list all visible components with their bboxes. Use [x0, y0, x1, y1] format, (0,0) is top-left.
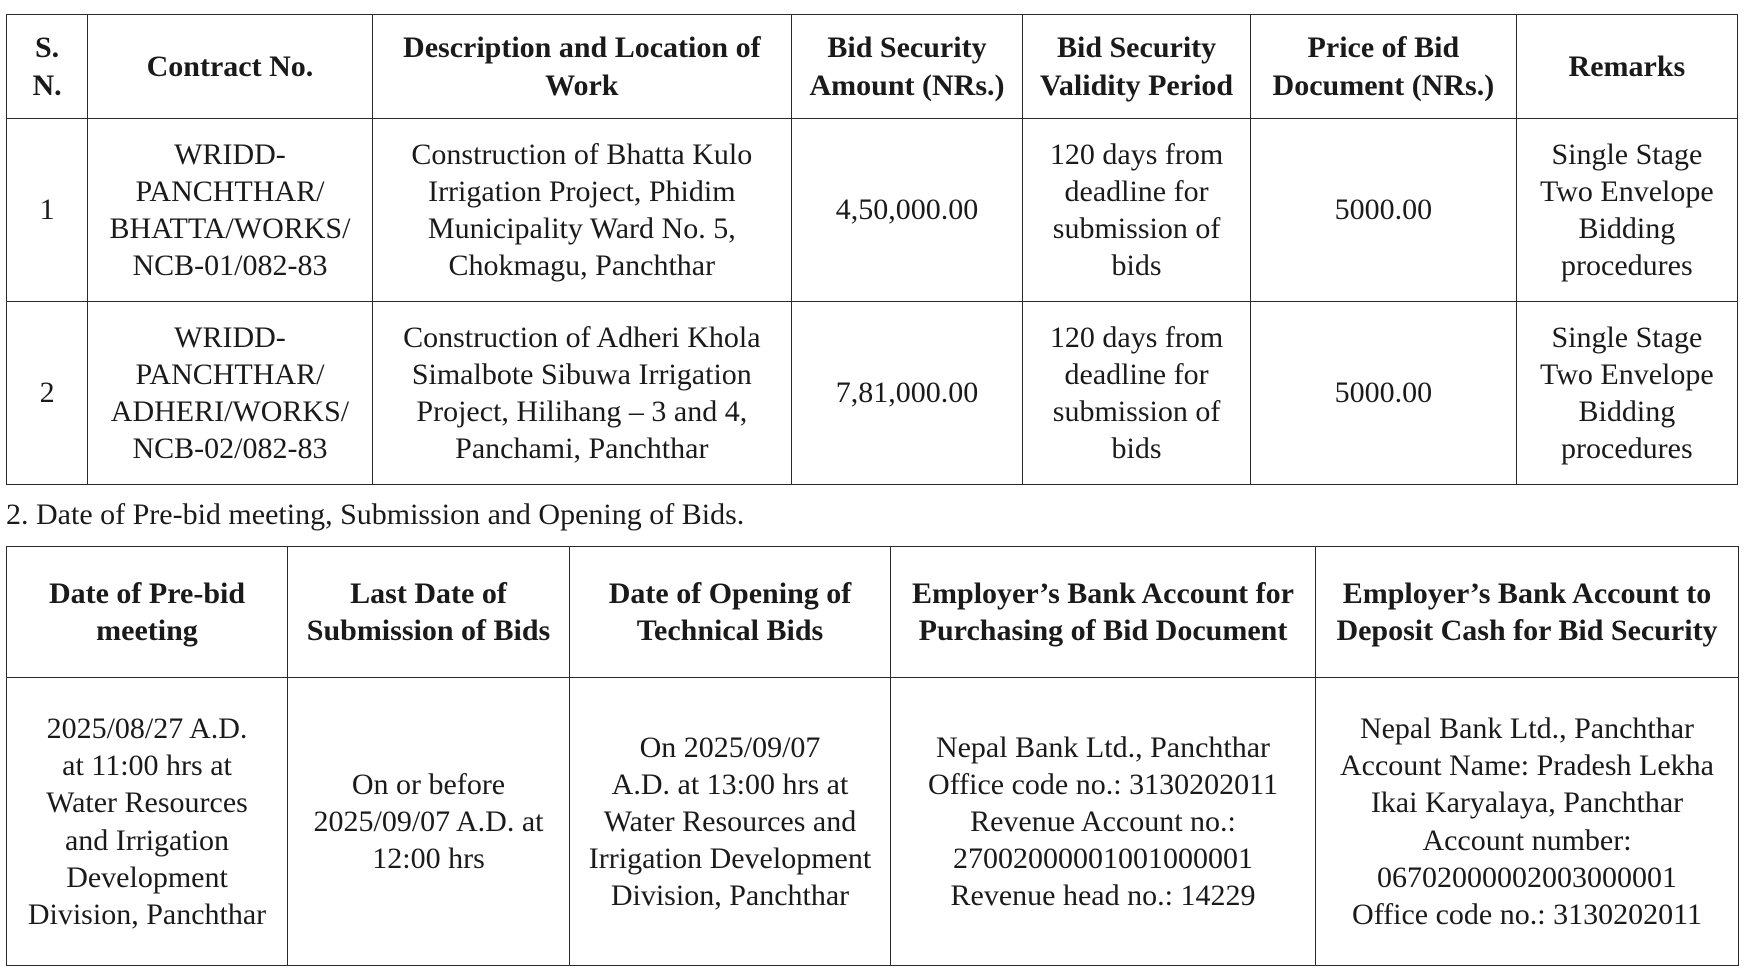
header-last-submission-date: Last Date of Submission of Bids	[288, 547, 570, 678]
header-price-of-bid-document: Price of Bid Document (NRs.)	[1251, 15, 1517, 119]
cell-contract-no: WRIDD- PANCHTHAR/ ADHERI/WORKS/ NCB-02/082-83	[88, 302, 373, 485]
header-remarks: Remarks	[1516, 15, 1737, 119]
dates-table-header-row	[7, 547, 1739, 678]
cell-remarks: Single Stage Two Envelope Bidding procedures	[1516, 119, 1737, 302]
cell-sn: 1	[7, 119, 88, 302]
contract-table-header-row	[7, 15, 1738, 119]
cell-bid-security-amount: 4,50,000.00	[791, 119, 1022, 302]
cell-description: Construction of Bhatta Kulo Irrigation Project, Phidim Municipality Ward No. 5, Chokmagu, Panchthar	[372, 119, 791, 302]
cell-validity-period: 120 days from deadline for submission of bids	[1023, 302, 1251, 485]
cell-remarks: Single Stage Two Envelope Bidding procedures	[1516, 302, 1737, 485]
header-technical-bid-opening-date: Date of Opening of Technical Bids	[570, 547, 891, 678]
table-row	[7, 302, 1738, 485]
header-bank-account-bid-document: Employer’s Bank Account for Purchasing of Bid Document	[891, 547, 1316, 678]
cell-price: 5000.00	[1251, 119, 1517, 302]
contract-details-table	[6, 14, 1738, 485]
header-bid-security-amount: Bid Security Amount (NRs.)	[791, 15, 1022, 119]
cell-sn: 2	[7, 302, 88, 485]
cell-bank-account-bid-security: Nepal Bank Ltd., Panchthar Account Name: Pradesh Lekha Ikai Karyalaya, Panchthar Account number: 06702000002003000001 Office code no.: 3130202011	[1316, 678, 1739, 966]
cell-validity-period: 120 days from deadline for submission of bids	[1023, 119, 1251, 302]
cell-last-submission: On or before 2025/09/07 A.D. at 12:00 hrs	[288, 678, 570, 966]
table-row	[7, 678, 1739, 966]
cell-bid-security-amount: 7,81,000.00	[791, 302, 1022, 485]
header-sn: S. N.	[7, 15, 88, 119]
header-description: Description and Location of Work	[372, 15, 791, 119]
cell-description: Construction of Adheri Khola Simalbote Sibuwa Irrigation Project, Hilihang – 3 and 4, Panchami, Panchthar	[372, 302, 791, 485]
cell-contract-no: WRIDD- PANCHTHAR/ BHATTA/WORKS/ NCB-01/082-83	[88, 119, 373, 302]
table-row	[7, 119, 1738, 302]
bid-dates-table	[6, 546, 1739, 966]
section-2-caption: 2. Date of Pre-bid meeting, Submission and Opening of Bids.	[6, 498, 745, 531]
header-bank-account-bid-security: Employer’s Bank Account to Deposit Cash for Bid Security	[1316, 547, 1739, 678]
cell-price: 5000.00	[1251, 302, 1517, 485]
header-contract-no: Contract No.	[88, 15, 373, 119]
header-bid-security-validity: Bid Security Validity Period	[1023, 15, 1251, 119]
cell-technical-bid-opening: On 2025/09/07 A.D. at 13:00 hrs at Water Resources and Irrigation Development Division, Panchthar	[570, 678, 891, 966]
cell-bank-account-bid-document: Nepal Bank Ltd., Panchthar Office code no.: 3130202011 Revenue Account no.: 27002000001001000001 Revenue head no.: 14229	[891, 678, 1316, 966]
cell-pre-bid-meeting: 2025/08/27 A.D. at 11:00 hrs at Water Resources and Irrigation Development Division, Panchthar	[7, 678, 288, 966]
header-pre-bid-meeting-date: Date of Pre-bid meeting	[7, 547, 288, 678]
